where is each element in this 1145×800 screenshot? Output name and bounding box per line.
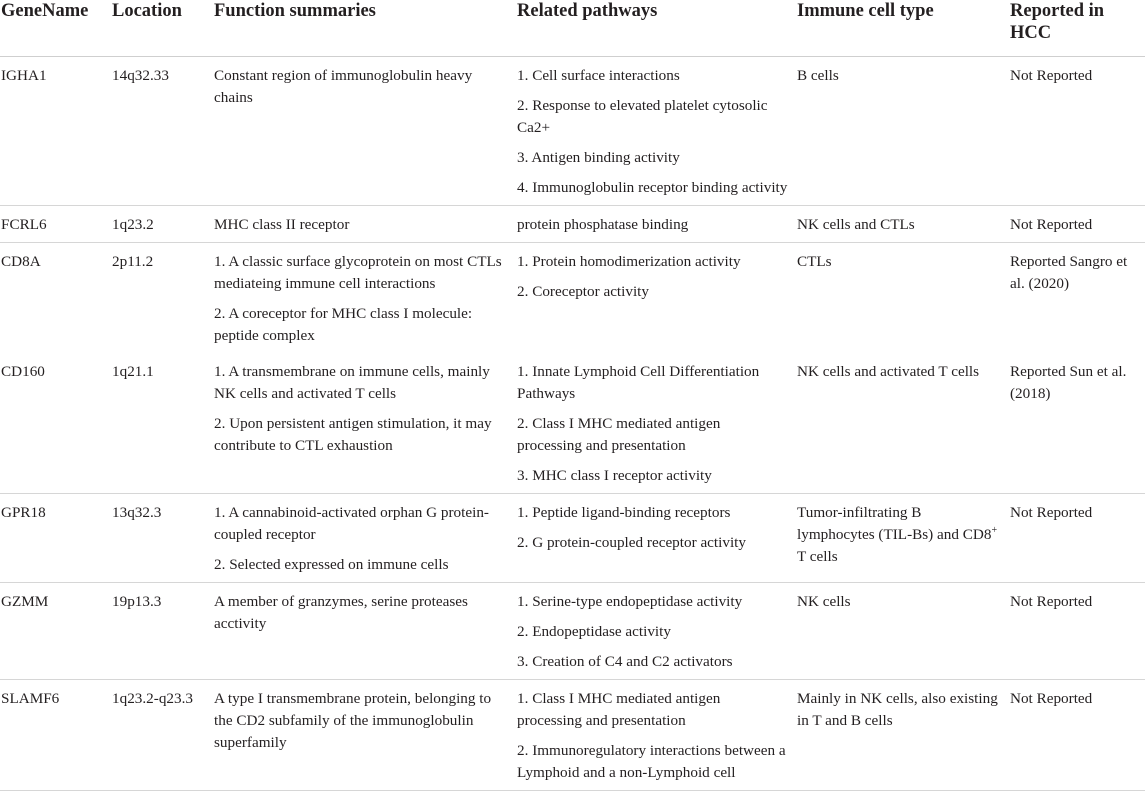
gene-name-cell: GPR18 — [0, 493, 109, 582]
table-row — [0, 353, 1145, 494]
header-related-pathways: Related pathways — [514, 0, 794, 56]
related-pathway-item: 2. Response to elevated platelet cytosolic Ca2+ — [517, 96, 768, 136]
related-pathway-item: 4. Immunoglobulin receptor binding activity — [517, 178, 788, 196]
function-summary — [211, 582, 514, 679]
reported-in-hcc-cell: Not Reported — [1007, 493, 1145, 582]
gene-name-cell: IGHA1 — [0, 56, 109, 205]
function-summary-item: 1. A classic surface glycoprotein on most CTLs mediateing immune cell interactions — [214, 252, 502, 292]
related-pathway-item: 3. Antigen binding activity — [517, 148, 680, 166]
immune-cell-type-cell: NK cells and activated T cells — [794, 353, 1007, 494]
superscript-plus: + — [991, 524, 998, 536]
reported-in-hcc-cell: Not Reported — [1007, 205, 1145, 242]
function-summary — [211, 56, 514, 205]
immune-cell-type-cell: Mainly in NK cells, also existing in T and B cells — [794, 679, 1007, 790]
reported-in-hcc-cell: Reported Sangro et al. (2020) — [1010, 252, 1128, 292]
gene-name-cell: FCRL6 — [0, 205, 109, 242]
table-row — [0, 242, 1145, 353]
header-gene-name: GeneName — [0, 0, 109, 56]
related-pathway-item: 1. Class I MHC mediated antigen processing and presentation — [517, 689, 721, 729]
function-summary-item: A member of granzymes, serine proteases acctivity — [214, 592, 468, 632]
related-pathway-item: 2. G protein-coupled receptor activity — [517, 533, 746, 551]
related-pathway-item: 1. Protein homodimerization activity — [517, 252, 741, 270]
table-row — [0, 205, 1145, 242]
header-location: Location — [109, 0, 211, 56]
header-immune-cell-type: Immune cell type — [794, 0, 1007, 56]
reported-in-hcc-cell: Not Reported — [1007, 56, 1145, 205]
function-summary-item: 2. Upon persistent antigen stimulation, it may contribute to CTL exhaustion — [214, 414, 492, 454]
header-row — [0, 0, 1145, 56]
location-cell: 1q23.2 — [109, 205, 211, 242]
related-pathway — [514, 582, 794, 679]
reported-in-hcc-cell: Reported Sun et al. (2018) — [1007, 353, 1145, 494]
related-pathway — [514, 56, 794, 205]
related-pathway-item: 2. Immunoregulatory interactions between a Lymphoid and a non-Lymphoid cell — [517, 741, 786, 781]
gene-name-cell: GZMM — [0, 582, 109, 679]
location-cell: 13q32.3 — [109, 493, 211, 582]
reported-in-hcc-cell: Not Reported — [1007, 679, 1145, 790]
immune-cell-type-cell — [794, 493, 1007, 582]
function-summary-item: 2. Selected expressed on immune cells — [214, 555, 449, 573]
related-pathway — [514, 242, 794, 353]
related-pathway-item: 2. Endopeptidase activity — [517, 622, 671, 640]
location-cell: 1q21.1 — [109, 353, 211, 494]
gene-name-cell: CD160 — [0, 353, 109, 494]
immune-cell-type-cell: NK cells and CTLs — [794, 205, 1007, 242]
table-row — [0, 582, 1145, 679]
table-row — [0, 56, 1145, 205]
related-pathway-item: 1. Innate Lymphoid Cell Differentiation Pathways — [517, 362, 760, 402]
function-summary-item: 1. A cannabinoid-activated orphan G protein-coupled receptor — [214, 503, 489, 543]
location-cell: 1q23.2-q23.3 — [109, 679, 211, 790]
gene-name-cell: CD8A — [1, 252, 41, 270]
function-summary — [211, 353, 514, 494]
related-pathway — [514, 679, 794, 790]
location-cell: 19p13.3 — [109, 582, 211, 679]
related-pathway-item: 3. MHC class I receptor activity — [517, 466, 712, 484]
function-summary-item: 1. A transmembrane on immune cells, mainly NK cells and activated T cells — [214, 362, 490, 402]
gene-name-cell: SLAMF6 — [0, 679, 109, 790]
immune-cell-type-cell: B cells — [794, 56, 1007, 205]
related-pathway — [514, 205, 794, 242]
function-summary — [211, 493, 514, 582]
header-reported-in-hcc: Reported in HCC — [1007, 0, 1145, 56]
table-row — [0, 493, 1145, 582]
related-pathway-item: 2. Class I MHC mediated antigen processing and presentation — [517, 414, 721, 454]
reported-in-hcc-cell: Not Reported — [1007, 582, 1145, 679]
function-summary — [211, 205, 514, 242]
related-pathway — [514, 493, 794, 582]
table-row — [0, 679, 1145, 790]
header-function-summaries: Function summaries — [211, 0, 514, 56]
related-pathway-item: 1. Cell surface interactions — [517, 66, 680, 84]
location-cell: 14q32.33 — [109, 56, 211, 205]
function-summary-item: A type I transmembrane protein, belonging to the CD2 subfamily of the immunoglobulin superfamily — [214, 689, 492, 751]
function-summary — [211, 242, 514, 353]
related-pathway-item: 2. Coreceptor activity — [517, 282, 650, 300]
related-pathway-item: 1. Serine-type endopeptidase activity — [517, 592, 743, 610]
related-pathway — [514, 353, 794, 494]
function-summary-item: Constant region of immunoglobulin heavy chains — [214, 66, 473, 106]
immune-cell-text: Tumor-infiltrating B lymphocytes (TIL-Bs) and CD8 — [797, 503, 992, 543]
function-summary-item: 2. A coreceptor for MHC class I molecule: peptide complex — [214, 304, 473, 344]
immune-cell-type-cell: CTLs — [797, 252, 832, 270]
location-cell: 2p11.2 — [112, 252, 154, 270]
immune-cell-text-tail: T cells — [797, 547, 838, 565]
function-summary — [211, 679, 514, 790]
immune-cell-type-cell: NK cells — [794, 582, 1007, 679]
related-pathway-item: 3. Creation of C4 and C2 activators — [517, 652, 733, 670]
related-pathway-item: protein phosphatase binding — [517, 215, 689, 233]
function-summary-item: MHC class II receptor — [214, 215, 350, 233]
related-pathway-item: 1. Peptide ligand-binding receptors — [517, 503, 731, 521]
